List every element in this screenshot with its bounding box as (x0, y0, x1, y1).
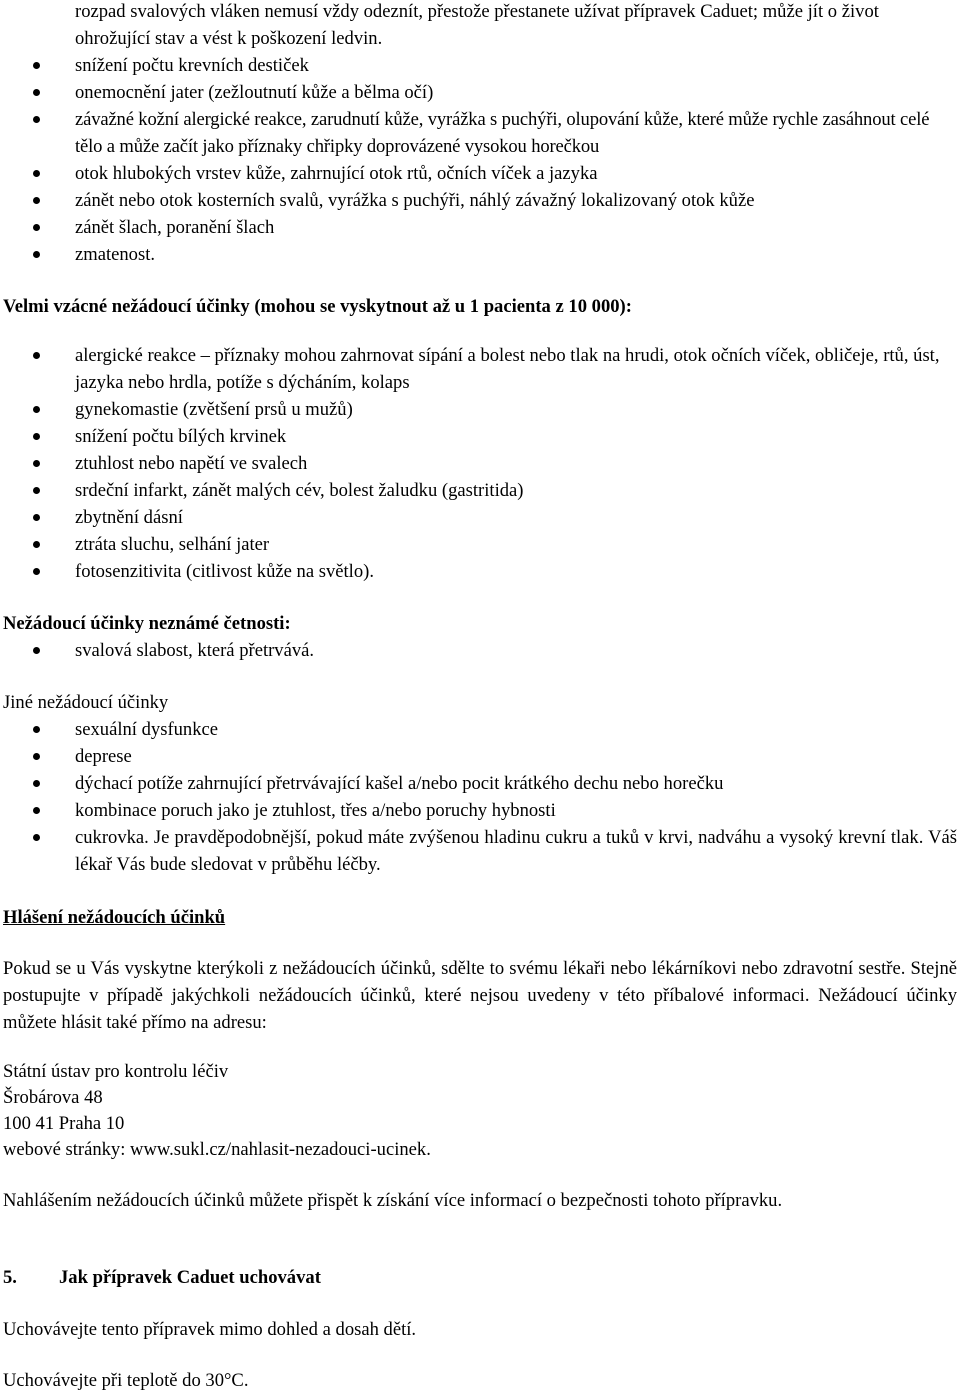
other-effects-heading: Jiné nežádoucí účinky (3, 692, 169, 713)
list-item: svalová slabost, která přetrvává. (0, 637, 957, 664)
bullet-icon (33, 726, 40, 733)
section-5-heading (3, 1264, 957, 1291)
reporting-heading: Hlášení nežádoucích účinků (3, 907, 226, 928)
bullet-icon (33, 568, 40, 575)
list-item: ztráta sluchu, selhání jater (0, 531, 957, 558)
storage-line: Uchovávejte při teplotě do 30°C. (3, 1370, 249, 1391)
bullet-icon (33, 62, 40, 69)
bullet-icon (33, 487, 40, 494)
continuation-text: rozpad svalových vláken nemusí vždy odeznít, přestože přestanete užívat přípravek Caduet; může jít o život ohrožující stav a vést k poškození ledvin. (75, 1, 879, 49)
unknown-frequency-heading: Nežádoucí účinky neznámé četnosti: (3, 613, 291, 634)
list-item: dýchací potíže zahrnující přetrvávající kašel a/nebo pocit krátkého dechu nebo horečku (0, 770, 957, 797)
bullet-icon (33, 406, 40, 413)
list-item: sexuální dysfunkce (0, 716, 957, 743)
other-effects-list (0, 716, 957, 878)
list-item: zmatenost. (0, 241, 957, 268)
top-effects-list (0, 52, 957, 268)
list-item: srdeční infarkt, zánět malých cév, bolest žaludku (gastritida) (0, 477, 957, 504)
bullet-icon (33, 170, 40, 177)
list-item: zánět šlach, poranění šlach (0, 214, 957, 241)
storage-line: Uchovávejte tento přípravek mimo dohled a dosah dětí. (3, 1319, 417, 1340)
list-item: fotosenzitivita (citlivost kůže na světlo). (0, 558, 957, 585)
bullet-icon (33, 647, 40, 654)
bullet-icon (33, 460, 40, 467)
list-item: deprese (0, 743, 957, 770)
bullet-icon (33, 807, 40, 814)
section-title: Jak přípravek Caduet uchovávat (59, 1267, 321, 1288)
bullet-icon (33, 116, 40, 123)
very-rare-heading: Velmi vzácné nežádoucí účinky (mohou se vyskytnout až u 1 pacienta z 10 000): (3, 296, 632, 317)
bullet-icon (33, 514, 40, 521)
bullet-icon (33, 753, 40, 760)
bullet-icon (33, 433, 40, 440)
reporting-paragraph: Pokud se u Vás vyskytne kterýkoli z nežádoucích účinků, sdělte to svému lékaři nebo lékárníkovi nebo zdravotní sestře. Stejně postupujte v případě jakýchkoli nežádoucích účinků, které nejsou uvedeny v této příbalové informaci. Nežádoucí účinky můžete hlásit také přímo na adresu: (3, 958, 957, 1033)
list-item: cukrovka. Je pravděpodobnější, pokud máte zvýšenou hladinu cukru a tuků v krvi, nadváhu a vysoký krevní tlak. Váš lékař Vás bude sledovat v průběhu léčby. (0, 824, 957, 878)
address-line: webové stránky: www.sukl.cz/nahlasit-nezadouci-ucinek. (3, 1139, 431, 1160)
list-item: otok hlubokých vrstev kůže, zahrnující otok rtů, očních víček a jazyka (0, 160, 957, 187)
list-item: závažné kožní alergické reakce, zarudnutí kůže, vyrážka s puchýři, olupování kůže, které může rychle zasáhnout celé tělo a může začít jako příznaky chřipky doprovázené vysokou horečkou (0, 106, 957, 160)
bullet-icon (33, 352, 40, 359)
list-item: zbytnění dásní (0, 504, 957, 531)
list-item: snížení počtu krevních destiček (0, 52, 957, 79)
bullet-icon (33, 541, 40, 548)
unknown-frequency-list (0, 637, 957, 664)
bullet-icon (33, 224, 40, 231)
section-number: 5. (3, 1267, 17, 1288)
list-item: gynekomastie (zvětšení prsů u mužů) (0, 396, 957, 423)
list-item: alergické reakce – příznaky mohou zahrnovat sípání a bolest nebo tlak na hrudi, otok očních víček, obličeje, rtů, úst, jazyka nebo hrdla, potíže s dýcháním, kolaps (0, 342, 957, 396)
list-item: zánět nebo otok kosterních svalů, vyrážka s puchýři, náhlý závažný lokalizovaný otok kůže (0, 187, 957, 214)
reporting-closing: Nahlášením nežádoucích účinků můžete přispět k získání více informací o bezpečnosti tohoto přípravku. (3, 1190, 783, 1211)
bullet-icon (33, 197, 40, 204)
bullet-icon (33, 834, 40, 841)
bullet-icon (33, 251, 40, 258)
bullet-icon (33, 89, 40, 96)
address-line: 100 41 Praha 10 (3, 1113, 125, 1134)
list-item: ztuhlost nebo napětí ve svalech (0, 450, 957, 477)
address-line: Státní ústav pro kontrolu léčiv (3, 1061, 229, 1082)
list-item: snížení počtu bílých krvinek (0, 423, 957, 450)
very-rare-list (0, 342, 957, 585)
bullet-icon (33, 780, 40, 787)
list-item: kombinace poruch jako je ztuhlost, třes a/nebo poruchy hybnosti (0, 797, 957, 824)
list-item: onemocnění jater (zežloutnutí kůže a bělma očí) (0, 79, 957, 106)
address-line: Šrobárova 48 (3, 1087, 103, 1108)
